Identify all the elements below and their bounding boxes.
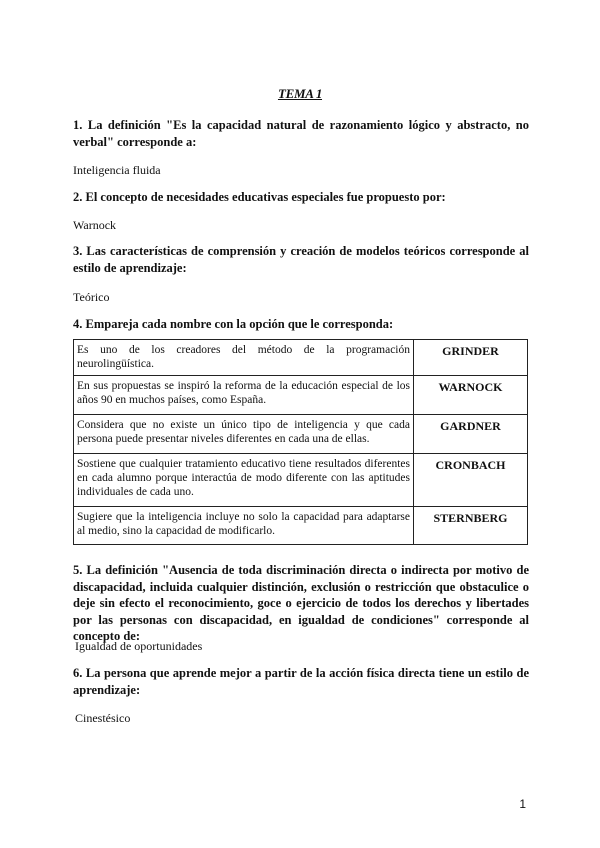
answer-1: Inteligencia fluida bbox=[73, 163, 161, 177]
table-row bbox=[74, 507, 528, 545]
question-4: 4. Empareja cada nombre con la opción que le corresponda: bbox=[73, 317, 394, 331]
page-number: 1 bbox=[519, 797, 526, 811]
matching-table bbox=[73, 339, 528, 545]
table-cell-description: En sus propuestas se inspiró la reforma de la educación especial de los años 90 en muchos países, como España. bbox=[74, 376, 414, 415]
table-row bbox=[74, 415, 528, 454]
answer-2: Warnock bbox=[73, 218, 117, 232]
answer-3: Teórico bbox=[73, 290, 110, 304]
question-5: 5. La definición "Ausencia de toda discriminación directa o indirecta por motivo de discapacidad, incluida cualquier distinción, exclusión o restricción que obstaculice o deje sin efecto el reconocimiento, goce o ejercicio de todos los derechos y libertades por las personas con discapacidad, en igualdad de condiciones" corresponde al concepto de: bbox=[73, 563, 529, 643]
answer-6: Cinestésico bbox=[75, 711, 131, 725]
table-cell-name: GARDNER bbox=[414, 415, 528, 454]
table-row bbox=[74, 376, 528, 415]
table-cell-name: CRONBACH bbox=[414, 454, 528, 507]
table-cell-name: WARNOCK bbox=[414, 376, 528, 415]
table-cell-description: Sugiere que la inteligencia incluye no solo la capacidad para adaptarse al medio, sino la capacidad de modificarlo. bbox=[74, 507, 414, 545]
table-cell-description: Es uno de los creadores del método de la programación neurolingüística. bbox=[74, 340, 414, 376]
table-cell-description: Considera que no existe un único tipo de inteligencia y que cada persona puede presentar niveles diferentes en cada una de ellas. bbox=[74, 415, 414, 454]
answer-5: Igualdad de oportunidades bbox=[75, 639, 203, 653]
table-row bbox=[74, 454, 528, 507]
question-2: 2. El concepto de necesidades educativas especiales fue propuesto por: bbox=[73, 190, 446, 204]
table-cell-description: Sostiene que cualquier tratamiento educativo tiene resultados diferentes en cada alumno porque interactúa de modo diferente con las aptitudes individuales de cada uno. bbox=[74, 454, 414, 507]
question-6: 6. La persona que aprende mejor a partir de la acción física directa tiene un estilo de aprendizaje: bbox=[73, 666, 529, 697]
table-cell-name: GRINDER bbox=[414, 340, 528, 376]
table-cell-name: STERNBERG bbox=[414, 507, 528, 545]
page-title: TEMA 1 bbox=[277, 86, 323, 101]
table-row bbox=[74, 340, 528, 376]
question-1: 1. La definición "Es la capacidad natural de razonamiento lógico y abstracto, no verbal" corresponde a: bbox=[73, 118, 529, 149]
question-3: 3. Las características de comprensión y creación de modelos teóricos corresponde al estilo de aprendizaje: bbox=[73, 244, 529, 275]
